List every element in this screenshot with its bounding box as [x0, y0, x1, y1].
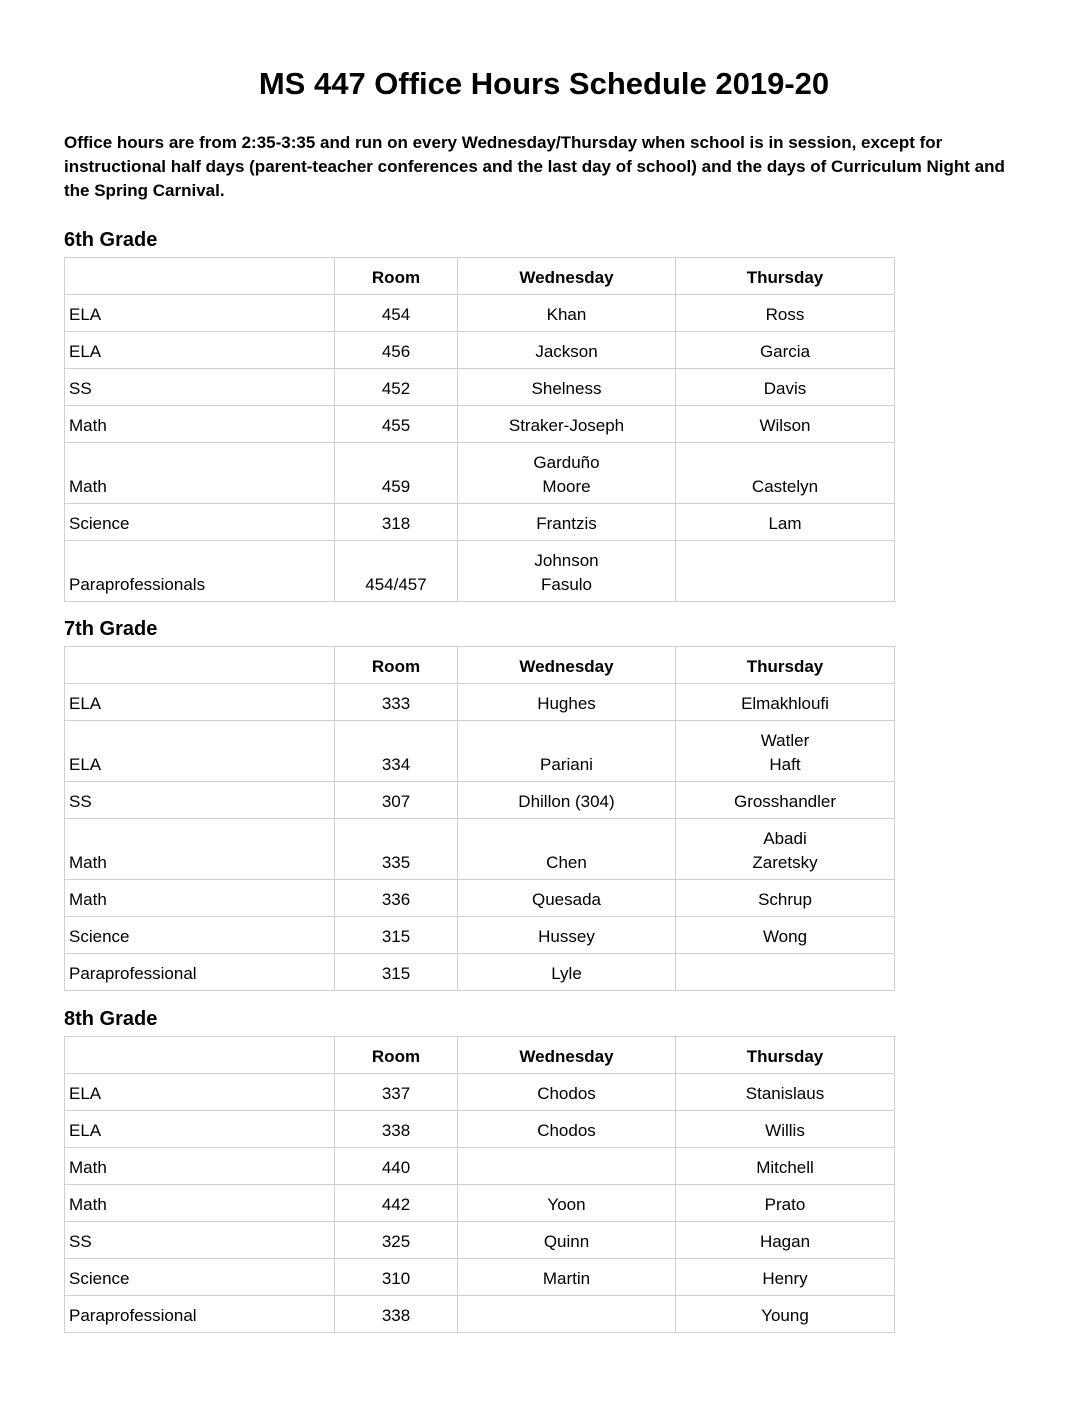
teacher-name: Chodos — [537, 1121, 596, 1140]
teacher-name: Grosshandler — [733, 792, 837, 811]
teacher-name: Dhillon (304) — [518, 792, 615, 811]
table-row — [65, 1296, 895, 1333]
schedule-table — [64, 1036, 895, 1333]
wednesday-cell — [458, 332, 676, 369]
teacher-name: Henry — [762, 1269, 808, 1288]
grade-heading: 8th Grade — [64, 1008, 158, 1030]
table-row — [65, 819, 895, 880]
wednesday-cell — [458, 1259, 676, 1296]
subject-cell: Paraprofessionals — [65, 541, 335, 602]
table-row — [65, 541, 895, 602]
teacher-name: Garcia — [759, 342, 811, 361]
teacher-name: Quesada — [532, 890, 601, 909]
thursday-cell — [676, 782, 895, 819]
table-row — [65, 1222, 895, 1259]
wednesday-cell — [458, 1185, 676, 1222]
wednesday-cell — [458, 1222, 676, 1259]
room-cell: 333 — [335, 684, 458, 721]
room-cell: 310 — [335, 1259, 458, 1296]
table-header-row — [65, 1037, 895, 1074]
teacher-name: Wilson — [759, 416, 811, 435]
column-header-room: Room — [335, 258, 458, 295]
teacher-name: Schrup — [758, 890, 812, 909]
teacher-name: Hagan — [759, 1232, 811, 1251]
teacher-name: Johnson — [534, 551, 599, 570]
teacher-name: Prato — [764, 1195, 806, 1214]
thursday-cell — [676, 721, 895, 782]
teacher-name: Ross — [765, 305, 805, 324]
teacher-name: Jackson — [535, 342, 598, 361]
subject-cell: SS — [65, 369, 335, 406]
room-cell: 442 — [335, 1185, 458, 1222]
room-cell: 318 — [335, 504, 458, 541]
subject-cell: Math — [65, 880, 335, 917]
teacher-name: Castelyn — [751, 477, 819, 496]
thursday-cell — [676, 295, 895, 332]
room-cell: 338 — [335, 1296, 458, 1333]
wednesday-cell — [458, 541, 676, 602]
table-row — [65, 954, 895, 991]
subject-cell: Math — [65, 406, 335, 443]
teacher-name: Haft — [769, 755, 801, 774]
teacher-name: Straker-Joseph — [508, 416, 625, 435]
teacher-name: Lam — [768, 514, 802, 533]
teacher-name: Moore — [542, 477, 591, 496]
table-row — [65, 295, 895, 332]
room-cell: 452 — [335, 369, 458, 406]
thursday-cell — [676, 954, 895, 991]
teacher-name: Quinn — [543, 1232, 590, 1251]
teacher-name: Watler — [760, 731, 810, 750]
subject-cell: Paraprofessional — [65, 954, 335, 991]
thursday-cell — [676, 504, 895, 541]
teacher-name: Yoon — [547, 1195, 586, 1214]
column-header-room: Room — [335, 1037, 458, 1074]
room-cell: 315 — [335, 917, 458, 954]
room-cell: 325 — [335, 1222, 458, 1259]
column-header-wednesday: Wednesday — [458, 258, 676, 295]
teacher-name: Wong — [762, 927, 808, 946]
teacher-name: Lyle — [551, 964, 582, 983]
grade-heading: 6th Grade — [64, 229, 158, 251]
wednesday-cell — [458, 782, 676, 819]
teacher-name: Garduño — [533, 453, 600, 472]
room-cell: 454/457 — [335, 541, 458, 602]
teacher-name: Willis — [765, 1121, 805, 1140]
column-header-thursday: Thursday — [676, 1037, 895, 1074]
table-row — [65, 504, 895, 541]
room-cell: 454 — [335, 295, 458, 332]
subject-cell: ELA — [65, 684, 335, 721]
teacher-name: Chen — [546, 853, 587, 872]
subject-cell: SS — [65, 782, 335, 819]
teacher-name: Davis — [763, 379, 807, 398]
table-row — [65, 443, 895, 504]
schedule-table — [64, 646, 895, 991]
column-header-subject — [65, 647, 335, 684]
wednesday-cell — [458, 369, 676, 406]
table-row — [65, 1185, 895, 1222]
room-cell: 459 — [335, 443, 458, 504]
wednesday-cell — [458, 721, 676, 782]
thursday-cell — [676, 917, 895, 954]
thursday-cell — [676, 1074, 895, 1111]
room-cell: 336 — [335, 880, 458, 917]
subject-cell: ELA — [65, 1074, 335, 1111]
column-header-wednesday: Wednesday — [458, 1037, 676, 1074]
thursday-cell — [676, 332, 895, 369]
room-cell: 335 — [335, 819, 458, 880]
wednesday-cell — [458, 295, 676, 332]
teacher-name: Hussey — [538, 927, 595, 946]
subject-cell: Math — [65, 443, 335, 504]
room-cell: 337 — [335, 1074, 458, 1111]
thursday-cell — [676, 443, 895, 504]
table-row — [65, 917, 895, 954]
teacher-name: Chodos — [537, 1084, 596, 1103]
teacher-name: Young — [761, 1306, 809, 1325]
thursday-cell — [676, 1222, 895, 1259]
wednesday-cell — [458, 819, 676, 880]
thursday-cell — [676, 1185, 895, 1222]
thursday-cell — [676, 406, 895, 443]
subject-cell: ELA — [65, 295, 335, 332]
subject-cell: Science — [65, 917, 335, 954]
teacher-name: Elmakhloufi — [741, 694, 829, 713]
teacher-name: Stanislaus — [745, 1084, 825, 1103]
subject-cell: Paraprofessional — [65, 1296, 335, 1333]
thursday-cell — [676, 1296, 895, 1333]
wednesday-cell — [458, 880, 676, 917]
table-row — [65, 1148, 895, 1185]
wednesday-cell — [458, 504, 676, 541]
table-header-row — [65, 258, 895, 295]
thursday-cell — [676, 1148, 895, 1185]
teacher-name: Pariani — [540, 755, 593, 774]
table-row — [65, 880, 895, 917]
subject-cell: Math — [65, 1148, 335, 1185]
thursday-cell — [676, 369, 895, 406]
teacher-name: Zaretsky — [752, 853, 818, 872]
teacher-name: Martin — [542, 1269, 591, 1288]
subject-cell: Math — [65, 819, 335, 880]
column-header-thursday: Thursday — [676, 647, 895, 684]
table-row — [65, 684, 895, 721]
table-row — [65, 1074, 895, 1111]
room-cell: 315 — [335, 954, 458, 991]
wednesday-cell — [458, 1074, 676, 1111]
thursday-cell — [676, 1259, 895, 1296]
thursday-cell — [676, 684, 895, 721]
subject-cell: Science — [65, 504, 335, 541]
teacher-name: Fasulo — [540, 575, 593, 594]
table-row — [65, 1111, 895, 1148]
wednesday-cell — [458, 443, 676, 504]
column-header-subject — [65, 258, 335, 295]
room-cell: 307 — [335, 782, 458, 819]
wednesday-cell — [458, 406, 676, 443]
table-row — [65, 721, 895, 782]
table-row — [65, 782, 895, 819]
thursday-cell — [676, 1111, 895, 1148]
room-cell: 334 — [335, 721, 458, 782]
wednesday-cell — [458, 1111, 676, 1148]
page-title: MS 447 Office Hours Schedule 2019-20 — [258, 66, 830, 101]
intro-paragraph: Office hours are from 2:35-3:35 and run on every Wednesday/Thursday when school is in session, except for instructional half days (parent-teacher conferences and the last day of school) and the days of Curriculum Night and the Spring Carnival. — [64, 133, 1005, 200]
wednesday-cell — [458, 1148, 676, 1185]
teacher-name: Mitchell — [756, 1158, 814, 1177]
wednesday-cell — [458, 684, 676, 721]
column-header-room: Room — [335, 647, 458, 684]
room-cell: 456 — [335, 332, 458, 369]
column-header-thursday: Thursday — [676, 258, 895, 295]
subject-cell: SS — [65, 1222, 335, 1259]
subject-cell: ELA — [65, 1111, 335, 1148]
table-row — [65, 1259, 895, 1296]
schedule-table — [64, 257, 895, 602]
subject-cell: ELA — [65, 332, 335, 369]
teacher-name: Hughes — [537, 694, 596, 713]
room-cell: 440 — [335, 1148, 458, 1185]
subject-cell: Science — [65, 1259, 335, 1296]
wednesday-cell — [458, 917, 676, 954]
room-cell: 338 — [335, 1111, 458, 1148]
table-row — [65, 332, 895, 369]
grade-heading: 7th Grade — [64, 618, 158, 640]
column-header-wednesday: Wednesday — [458, 647, 676, 684]
wednesday-cell — [458, 1296, 676, 1333]
subject-cell: ELA — [65, 721, 335, 782]
thursday-cell — [676, 880, 895, 917]
teacher-name: Frantzis — [536, 514, 597, 533]
thursday-cell — [676, 541, 895, 602]
teacher-name: Shelness — [531, 379, 602, 398]
column-header-subject — [65, 1037, 335, 1074]
table-header-row — [65, 647, 895, 684]
thursday-cell — [676, 819, 895, 880]
wednesday-cell — [458, 954, 676, 991]
table-row — [65, 406, 895, 443]
teacher-name: Khan — [546, 305, 587, 324]
table-row — [65, 369, 895, 406]
room-cell: 455 — [335, 406, 458, 443]
subject-cell: Math — [65, 1185, 335, 1222]
teacher-name: Abadi — [763, 829, 807, 848]
